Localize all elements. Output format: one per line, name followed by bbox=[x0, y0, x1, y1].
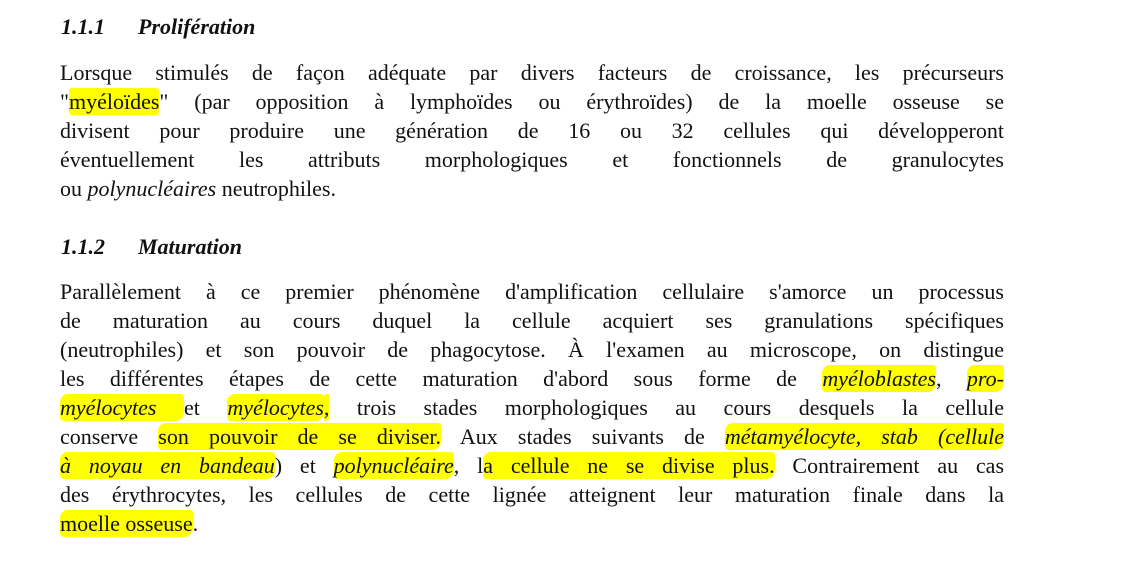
highlight: moelle osseuse bbox=[60, 511, 193, 536]
text-run: trois stades morphologiques au cours desquels la cellule bbox=[329, 395, 1004, 420]
text-run: éventuellement les attributs morphologiques et fonctionnels de granulocytes bbox=[60, 147, 1004, 172]
text-run: , l bbox=[453, 453, 484, 478]
highlight: myéloblastes bbox=[822, 366, 936, 391]
text-run: , bbox=[936, 366, 967, 391]
section-heading-proliferation bbox=[61, 14, 255, 40]
paragraph-line bbox=[60, 480, 1004, 509]
text-run: et bbox=[184, 395, 228, 420]
text-run: Aux stades suivants de bbox=[441, 424, 725, 449]
text-run: (neutrophiles) et son pouvoir de phagocytose. À l'examen au microscope, on distingue bbox=[60, 337, 1004, 362]
paragraph-line bbox=[60, 364, 1004, 393]
text-run: (par opposition à lymphoïdes ou érythroïdes) de la moelle osseuse se bbox=[168, 89, 1004, 114]
highlight: myélocytes bbox=[60, 395, 185, 420]
text-run: divisent pour produire une génération de 16 ou 32 cellules qui développeront bbox=[60, 118, 1004, 143]
paragraph-line bbox=[60, 422, 1004, 451]
section-title: Maturation bbox=[138, 234, 242, 259]
text-run: Contrairement au cas bbox=[774, 453, 1004, 478]
paragraph-line bbox=[60, 335, 1004, 364]
highlight: myéloïdes bbox=[68, 89, 160, 114]
section-title: Prolifération bbox=[138, 14, 256, 39]
text-run: neutrophiles. bbox=[216, 176, 336, 201]
text-run: de maturation au cours duquel la cellule acquiert ses granulations spécifiques bbox=[60, 308, 1004, 333]
paragraph-line bbox=[60, 145, 1004, 174]
paragraph-line bbox=[60, 509, 1004, 538]
highlight: polynucléaire bbox=[333, 453, 454, 478]
paragraph-line bbox=[60, 451, 1004, 480]
highlight: myélocytes bbox=[227, 395, 324, 420]
text-run: " bbox=[159, 89, 169, 114]
paragraph-line bbox=[60, 393, 1004, 422]
text-run: Lorsque stimulés de façon adéquate par divers facteurs de croissance, les précurseurs bbox=[60, 60, 1004, 85]
section-number: 1.1.2 bbox=[61, 234, 105, 259]
text-run: Parallèlement à ce premier phénomène d'amplification cellulaire s'amorce un processus bbox=[60, 279, 1004, 304]
paragraph-line bbox=[60, 87, 1004, 116]
italic-term: polynucléaires bbox=[87, 176, 217, 201]
text-run: " bbox=[60, 89, 69, 114]
text-run: les différentes étapes de cette maturation d'abord sous forme de bbox=[60, 366, 823, 391]
highlight: a cellule ne se divise plus. bbox=[483, 453, 775, 478]
text-run: ) et bbox=[274, 453, 334, 478]
text-run: ou bbox=[60, 176, 88, 201]
highlight: à noyau en bandeau bbox=[60, 453, 275, 478]
paragraph-line bbox=[60, 306, 1004, 335]
text-run: . bbox=[192, 511, 199, 536]
paragraph-line bbox=[60, 277, 1004, 306]
highlight: son pouvoir de se diviser. bbox=[158, 424, 442, 449]
paragraph-line bbox=[60, 116, 1004, 145]
text-run: conserve bbox=[60, 424, 159, 449]
paragraph-line bbox=[60, 58, 1004, 87]
section-heading-maturation bbox=[61, 234, 242, 260]
highlight: pro- bbox=[966, 366, 1004, 391]
highlight: , bbox=[323, 395, 330, 420]
highlight: métamyélocyte, stab (cellule bbox=[724, 424, 1004, 449]
paragraph-line bbox=[60, 174, 1004, 203]
text-run: des érythrocytes, les cellules de cette lignée atteignent leur maturation finale dans la bbox=[60, 482, 1004, 507]
section-number: 1.1.1 bbox=[61, 14, 105, 39]
